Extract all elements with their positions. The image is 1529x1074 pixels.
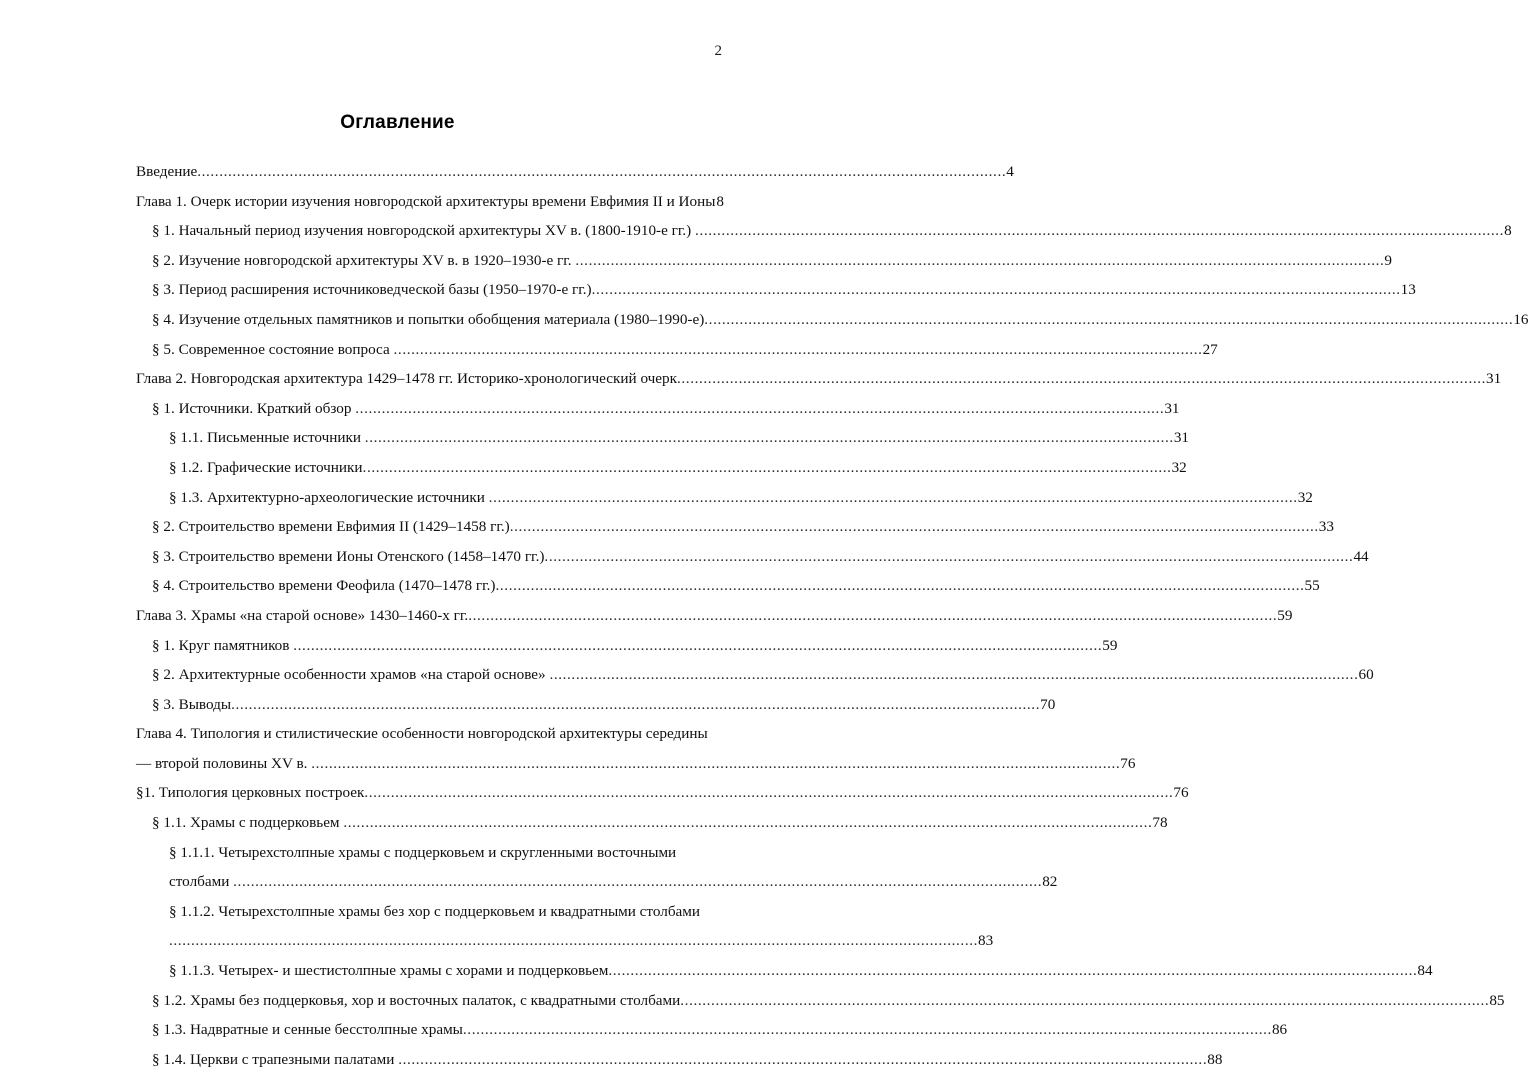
toc-entry-label: Глава 4. Типология и стилистические особенности новгородской архитектуры середины: [136, 725, 708, 743]
toc-dot-leader: [677, 364, 1486, 394]
toc-entry[interactable]: [136, 897, 724, 927]
toc-dot-leader: [608, 956, 1417, 986]
toc-entry[interactable]: [136, 778, 1189, 808]
toc-entry[interactable]: [136, 275, 1416, 305]
toc-entry[interactable]: [136, 335, 1218, 365]
toc-entry-label: § 1. Начальный период изучения новгородской архитектуры XV в. (1800-1910-е гг.): [152, 222, 692, 240]
toc-dot-leader: [231, 690, 1040, 720]
toc-entry-page-number: 4: [1006, 163, 1014, 180]
toc-entry-label: столбами: [169, 873, 230, 891]
table-of-contents: [136, 157, 1529, 1074]
toc-entry-label: §1. Типология церковных построек: [136, 784, 365, 802]
toc-entry[interactable]: [136, 1015, 1288, 1045]
toc-dot-leader: [169, 926, 978, 956]
toc-dot-leader: [489, 483, 1298, 513]
toc-entry-page-number: 31: [1486, 370, 1502, 388]
toc-entry-label: Глава 2. Новгородская архитектура 1429–1478 гг. Историко-хронологический очерк: [136, 370, 678, 388]
toc-entry-label: § 1.1.1. Четырехстолпные храмы с подцерковьем и скругленными восточными: [169, 843, 677, 861]
toc-entry-page-number: 33: [1318, 518, 1334, 536]
toc-entry[interactable]: [136, 394, 1180, 424]
toc-dot-leader: [468, 601, 1277, 631]
toc-entry-label: § 1.2. Храмы без подцерковья, хор и восточных палаток, с квадратными столбами: [152, 991, 681, 1009]
toc-dot-leader: [544, 542, 1353, 572]
toc-entry[interactable]: [136, 542, 1369, 572]
toc-entry-label: Введение: [136, 163, 198, 180]
toc-entry-page-number: 82: [1042, 873, 1058, 891]
toc-entry-page-number: 59: [1277, 606, 1293, 624]
toc-dot-leader: [293, 631, 1102, 661]
toc-entry-label: § 1.3. Надвратные и сенные бесстолпные храмы: [152, 1021, 463, 1039]
toc-dot-leader: [510, 512, 1319, 542]
toc-entry[interactable]: [136, 512, 1334, 542]
toc-entry-page-number: 44: [1353, 547, 1369, 565]
toc-entry-page-number: 8: [716, 192, 724, 210]
toc-entry[interactable]: [136, 187, 724, 217]
toc-entry-label: § 1.4. Церкви с трапезными палатами: [152, 1050, 395, 1068]
toc-entry[interactable]: [136, 246, 1393, 276]
toc-dot-leader: [197, 157, 1006, 187]
toc-entry-page-number: 76: [1120, 754, 1136, 772]
page-number: 2: [714, 43, 722, 59]
toc-entry-page-number: 55: [1304, 577, 1320, 595]
toc-entry-page-number: 78: [1152, 814, 1168, 832]
page-title: Оглавление: [340, 112, 455, 133]
toc-entry-page-number: 13: [1400, 281, 1416, 299]
toc-entry[interactable]: [136, 483, 1313, 513]
toc-entry-label: § 4. Строительство времени Феофила (1470–1478 гг.): [152, 577, 496, 595]
toc-entry-label: § 2. Изучение новгородской архитектуры XV в. в 1920–1930-е гг.: [152, 251, 572, 269]
toc-entry-label: § 1.1. Храмы с подцерковьем: [152, 814, 340, 832]
toc-entry-page-number: 31: [1164, 399, 1180, 417]
toc-dot-leader: [355, 394, 1164, 424]
toc-entry-label: § 1. Источники. Краткий обзор: [152, 399, 352, 417]
toc-entry-page-number: 86: [1271, 1021, 1288, 1039]
toc-dot-leader: [364, 778, 1173, 808]
toc-entry[interactable]: [136, 838, 724, 868]
toc-entry-label: Глава 1. Очерк истории изучения новгородской архитектуры времени Евфимия II и Ионы: [136, 192, 716, 210]
toc-entry-label: § 1.3. Архитектурно-археологические источники: [169, 488, 485, 506]
toc-dot-leader: [463, 1015, 1272, 1045]
toc-entry-page-number: 8: [1504, 222, 1512, 240]
toc-dot-leader: [394, 335, 1203, 365]
toc-entry-page-number: 59: [1102, 636, 1118, 654]
toc-entry[interactable]: [136, 601, 1293, 631]
toc-entry[interactable]: [136, 571, 1320, 601]
toc-entry-label: § 1.1. Письменные источники: [169, 429, 361, 447]
toc-entry-page-number: 85: [1489, 991, 1505, 1009]
toc-entry-label: § 2. Строительство времени Евфимия II (1429–1458 гг.): [152, 518, 510, 536]
toc-entry-page-number: 27: [1202, 340, 1218, 358]
toc-dot-leader: [549, 660, 1358, 690]
toc-entry[interactable]: [136, 867, 1058, 897]
toc-entry[interactable]: [136, 423, 1190, 453]
toc-entry[interactable]: [136, 364, 1502, 394]
toc-entry-page-number: 76: [1173, 784, 1189, 802]
toc-dot-leader: [343, 808, 1152, 838]
toc-entry-label: § 3. Строительство времени Ионы Отенского (1458–1470 гг.): [152, 547, 545, 565]
toc-entry[interactable]: [136, 719, 724, 749]
toc-entry[interactable]: [136, 1045, 1223, 1074]
toc-entry[interactable]: [136, 749, 1136, 779]
toc-entry[interactable]: [136, 956, 1433, 986]
toc-entry[interactable]: [136, 631, 1118, 661]
toc-dot-leader: [695, 216, 1504, 246]
toc-entry-label: § 3. Выводы: [152, 695, 232, 713]
toc-dot-leader: [592, 275, 1401, 305]
toc-entry-label: Глава 3. Храмы «на старой основе» 1430–1460-х гг.: [136, 606, 469, 624]
toc-entry[interactable]: [136, 808, 1168, 838]
toc-dot-leader: [363, 453, 1172, 483]
toc-entry-label: § 1.1.3. Четырех- и шестистолпные храмы с хорами и подцерковьем: [169, 962, 609, 980]
toc-dot-leader: [398, 1045, 1207, 1074]
toc-dot-leader: [311, 749, 1120, 779]
toc-entry-page-number: 16: [1513, 310, 1529, 328]
toc-entry[interactable]: [136, 305, 1529, 335]
toc-entry[interactable]: [136, 926, 994, 956]
toc-dot-leader: [680, 986, 1489, 1016]
toc-entry-page-number: 32: [1297, 488, 1313, 506]
toc-entry-page-number: 84: [1417, 962, 1433, 980]
toc-entry[interactable]: [136, 216, 1512, 246]
toc-entry-page-number: 32: [1171, 458, 1187, 476]
toc-entry-label: § 5. Современное состояние вопроса: [152, 340, 390, 358]
toc-entry-label: § 1.2. Графические источники: [169, 458, 363, 476]
toc-entry-page-number: 9: [1384, 251, 1393, 269]
toc-dot-leader: [365, 423, 1174, 453]
toc-entry[interactable]: [136, 660, 1374, 690]
toc-entry-label: § 3. Период расширения источниковедческой базы (1950–1970-е гг.): [152, 281, 592, 299]
toc-entry-page-number: 83: [978, 932, 994, 950]
toc-entry[interactable]: [136, 157, 1014, 187]
toc-entry-page-number: 70: [1040, 695, 1056, 713]
toc-entry[interactable]: [136, 690, 1056, 720]
toc-entry-label: § 2. Архитектурные особенности храмов «на старой основе»: [152, 666, 546, 684]
toc-entry-label: § 1. Круг памятников: [152, 636, 290, 654]
toc-entry-page-number: 60: [1358, 666, 1374, 684]
toc-entry-page-number: 31: [1173, 429, 1190, 447]
toc-dot-leader: [496, 571, 1305, 601]
toc-entry-label: — второй половины XV в.: [136, 754, 308, 772]
toc-dot-leader: [233, 867, 1042, 897]
toc-entry-page-number: 88: [1207, 1050, 1223, 1068]
toc-entry[interactable]: [136, 453, 1187, 483]
toc-entry-label: § 1.1.2. Четырехстолпные храмы без хор с подцерковьем и квадратными столбами: [169, 902, 701, 920]
toc-dot-leader: [704, 305, 1513, 335]
toc-entry-label: § 4. Изучение отдельных памятников и попытки обобщения материала (1980–1990-е): [152, 310, 705, 328]
toc-entry[interactable]: [136, 986, 1505, 1016]
toc-dot-leader: [575, 246, 1384, 276]
